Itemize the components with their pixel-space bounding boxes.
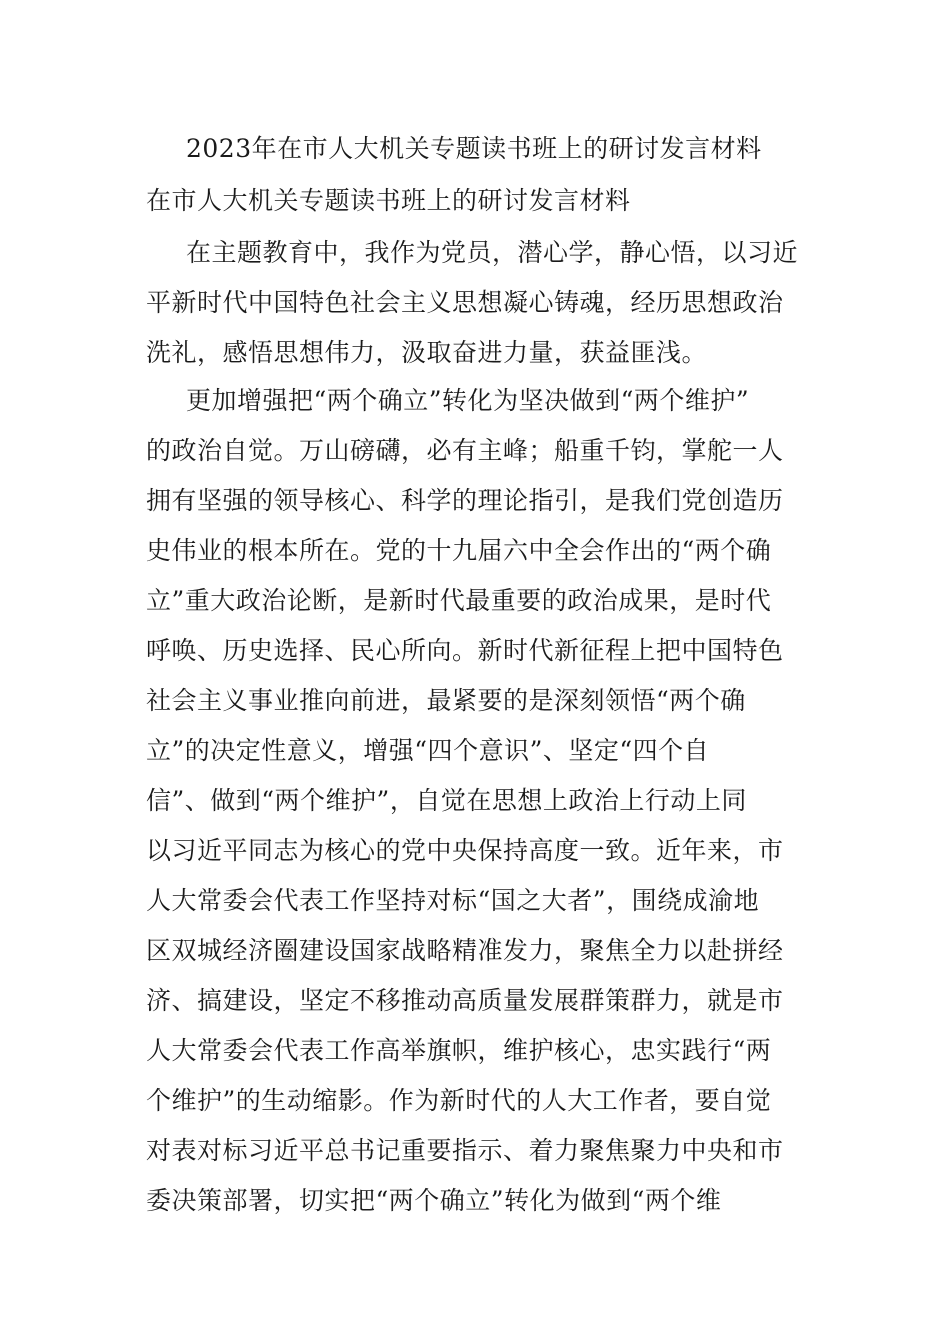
paragraph-2-line: 以习近平同志为核心的党中央保持高度一致。近年来，市 [146, 836, 784, 865]
paragraph-1-line: 在主题教育中，我作为党员，潜心学，静心悟，以习近 [186, 238, 799, 267]
paragraph-2-line: 的政治自觉。万山磅礴，必有主峰；船重千钧，掌舵一人 [146, 436, 784, 465]
paragraph-2-line: 人大常委会代表工作坚持对标“国之大者”，围绕成渝地 [146, 886, 760, 915]
paragraph-2-line: 史伟业的根本所在。党的十九届六中全会作出的“两个确 [146, 536, 772, 565]
paragraph-2-line: 个维护”的生动缩影。作为新时代的人大工作者，要自觉 [146, 1086, 772, 1115]
paragraph-2-line: 更加增强把“两个确立”转化为坚决做到“两个维护” [186, 386, 750, 415]
paragraph-2-line: 区双城经济圈建设国家战略精准发力，聚焦全力以赴拼经 [146, 936, 784, 965]
paragraph-2-line: 拥有坚强的领导核心、科学的理论指引，是我们党创造历 [146, 486, 784, 515]
paragraph-2-line: 信”、做到“两个维护”，自觉在思想上政治上行动上同 [146, 786, 747, 815]
paragraph-2-line: 社会主义事业推向前进，最紧要的是深刻领悟“两个确 [146, 686, 746, 715]
paragraph-2-line: 立”的决定性意义，增强“四个意识”、坚定“四个自 [146, 736, 710, 765]
paragraph-2-line: 立”重大政治论断，是新时代最重要的政治成果，是时代 [146, 586, 772, 615]
paragraph-1-line: 平新时代中国特色社会主义思想凝心铸魂，经历思想政治 [146, 288, 784, 317]
paragraph-2-line: 对表对标习近平总书记重要指示、着力聚焦聚力中央和市 [146, 1136, 784, 1165]
document-title: 2023年在市人大机关专题读书班上的研讨发言材料 [186, 134, 762, 163]
paragraph-2-line: 呼唤、历史选择、民心所向。新时代新征程上把中国特色 [146, 636, 784, 665]
paragraph-1-line: 洗礼，感悟思想伟力，汲取奋进力量，获益匪浅。 [146, 338, 708, 367]
paragraph-2-line: 人大常委会代表工作高举旗帜，维护核心，忠实践行“两 [146, 1036, 772, 1065]
paragraph-2-line: 济、搞建设，坚定不移推动高质量发展群策群力，就是市 [146, 986, 784, 1015]
document-subtitle: 在市人大机关专题读书班上的研讨发言材料 [146, 186, 631, 215]
paragraph-2-line: 委决策部署，切实把“两个确立”转化为做到“两个维 [146, 1186, 722, 1215]
